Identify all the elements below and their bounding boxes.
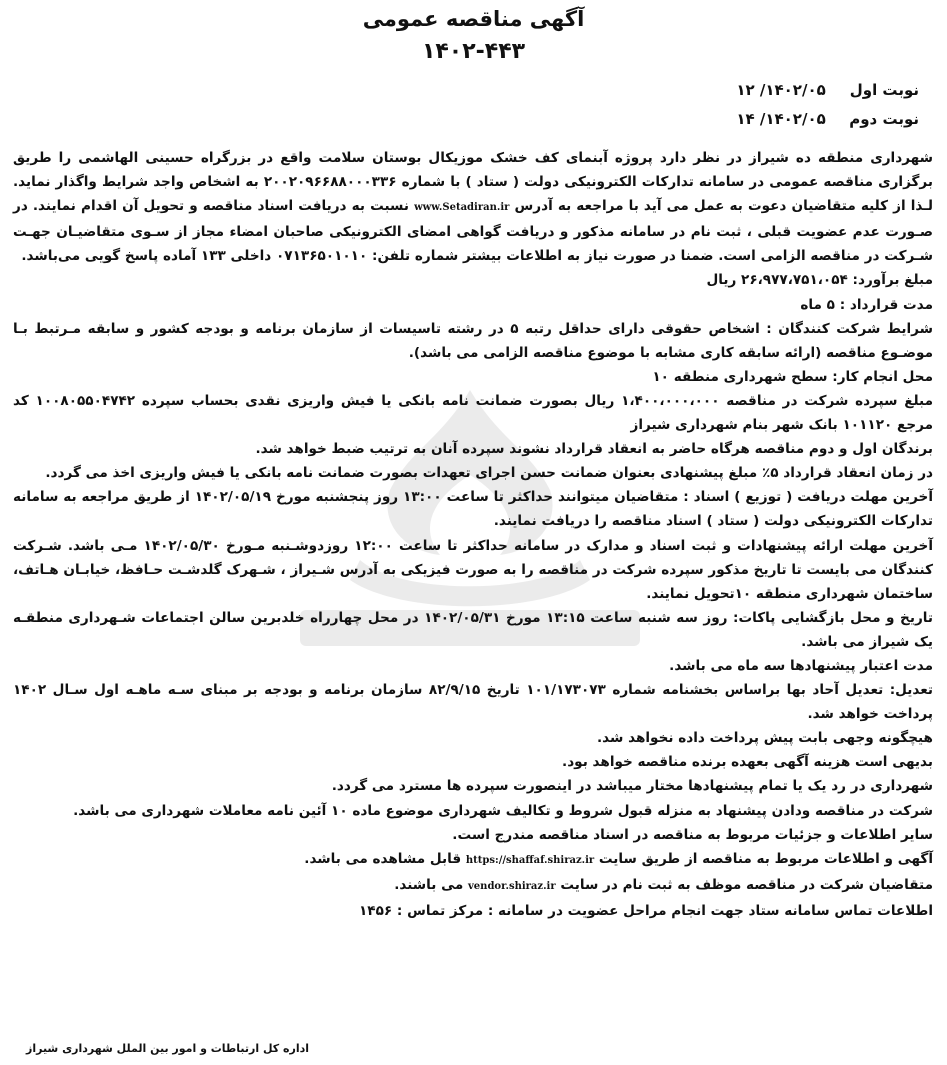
- prepayment-line: هیچگونه وجهی بابت پیش پرداخت داده نخواهد شد.: [597, 730, 933, 747]
- second-round-date: ۱۴۰۲/۰۵/ ۱۴: [736, 110, 826, 128]
- vendor-url: vendor.shiraz.ir: [468, 880, 556, 892]
- notice-body: [13, 146, 933, 923]
- winners-line: برندگان اول و دوم مناقصه هرگاه حاضر به انعقاد قرارداد نشوند سپرده آنان به ترتیب ضبط خواهد شد.: [255, 441, 933, 458]
- acceptance-line: شرکت در مناقصه ودادن پیشنهاد به منزله قبول شروط و تکالیف شهرداری موضوع ماده ۱۰ آئین نامه معاملات شهرداری می باشد.: [73, 802, 933, 819]
- estimate-line: مبلغ برآورد: ۲۶،۹۷۷،۷۵۱،۰۵۴ ریال: [706, 272, 933, 289]
- intro-continued: نسبت به دریافت اسناد مناقصه و تحویل آن اقدام نمایند. در صـورت عدم عضویت قبلی ، ثبت نام در سامانه مذکور و دریافت گواهی امضای الکترونیکی صاحبان امضاء مجاز از سـوی متقاضیـان جهـت شـرکت در مناقصه الزامی است. ضمنا در صورت نیاز به اطلاعات بیشتر شماره تلفن: ۰۷۱۳۶۵۰۱۰۱۰ داخلی ۱۳۳ آماده پاسخ گویی می‌باشد.: [13, 198, 933, 265]
- shaffaf-line: [13, 847, 933, 873]
- ad-cost-line: بدیهی است هزینه آگهی بعهده برنده مناقصه خواهد بود.: [562, 754, 933, 771]
- deposit-paragraph: مبلغ سپرده شرکت در مناقصه ۱،۴۰۰،۰۰۰،۰۰۰ ریال بصورت ضمانت نامه بانکی یا فیش واریزی نقدی بحساب سپرده ۱۰۰۸۰۵۵۰۴۷۴۲ کد مرجع ۱۰۱۱۲۰ بانک شهر بنام شهرداری شیراز: [13, 392, 933, 434]
- notice-number: ۱۴۰۲-۴۴۳: [421, 39, 526, 64]
- setad-url: www.Setadiran.ir: [414, 202, 510, 214]
- second-round: [736, 108, 919, 130]
- vendor-pre: متقاضیان شرکت در مناقصه موظف به ثبت نام در سایت: [560, 876, 933, 893]
- location-line: محل انجام کار: سطح شهرداری منطقه ۱۰: [652, 368, 933, 385]
- intro-paragraph: [13, 146, 933, 268]
- contact-line: اطلاعات تماس سامانه ستاد جهت انجام مراحل عضویت در سامانه : مرکز تماس : ۱۴۵۶: [359, 902, 933, 919]
- opening-paragraph: تاریخ و محل بازگشایی پاکات: روز سه شنبه ساعت ۱۳:۱۵ مورخ ۱۴۰۲/۰۵/۳۱ در محل چهارراه خلدبرین سالن اجتماعات شـهرداری منطقـه یک شیراز می باشد.: [13, 609, 933, 650]
- issuer-footer: اداره کل ارتباطات و امور بین الملل شهرداری شیراز: [26, 1042, 310, 1055]
- first-round-date: ۱۴۰۲/۰۵/ ۱۲: [736, 81, 826, 99]
- shaffaf-post: قابل مشاهده می باشد.: [304, 850, 462, 867]
- shaffaf-url: https://shaffaf.shiraz.ir: [465, 854, 595, 866]
- adjustment-paragraph: تعدیل: تعدیل آحاد بها براساس بخشنامه شماره ۱۰۱/۱۷۳۰۷۳ تاریخ ۸۲/۹/۱۵ سازمان برنامه و بودجه بر مبنای سـه ماهـه اول سـال ۱۴۰۲ پرداخت خواهد شد.: [13, 682, 933, 723]
- notice-title: آگهی مناقصه عمومی: [362, 7, 585, 31]
- second-round-label: نوبت دوم: [849, 110, 919, 128]
- validity-line: مدت اعتبار پیشنهادها سه ماه می باشد.: [669, 657, 933, 674]
- shaffaf-pre: آگهی و اطلاعات مربوط به مناقصه از طریق سایت: [598, 850, 933, 867]
- first-round: [736, 79, 919, 101]
- vendor-line: [13, 873, 933, 899]
- other-info-line: سایر اطلاعات و جزئیات مربوط به مناقصه در اسناد مناقصه مندرج است.: [452, 826, 933, 843]
- first-round-label: نوبت اول: [849, 81, 919, 99]
- vendor-post: می باشند.: [394, 876, 464, 893]
- guarantee-line: در زمان انعقاد قرارداد ۵٪ مبلغ پیشنهادی بعنوان ضمانت حسن اجرای تعهدات بصورت ضمانت نامه بانکی یا فیش واریزی اخذ می گردد.: [45, 465, 933, 482]
- duration-line: مدت قرارداد : ۵ ماه: [800, 296, 933, 313]
- intro-text: شهرداری منطقه ده شیراز در نظر دارد پروژه آبنمای کف خشک موزیکال بوستان سلامت واقع در بزرگراه حسینی الهاشمی را طریق برگزاری مناقصه عمومی در سامانه تدارکات الکترونیکی دولت ( ستاد ) با شماره ۲۰۰۲۰۹۶۶۸۸۰۰۰۳۳۶ به اشخاص واجد شرایط واگذار نماید. لـذا از کلیه متقاضیان دعوت به عمل می آید با مراجعه به آدرس: [13, 150, 934, 215]
- conditions-paragraph: شرایط شرکت کنندگان : اشخاص حقوقی دارای حداقل رتبه ۵ در رشته تاسیسات از سازمان برنامه و بودجه کشور و سابقه مـرتبط بـا موضـوع مناقصه (ارائه سابقه کاری مشابه با موضوع مناقصه الزامی می باشد).: [13, 320, 933, 361]
- submit-deadline-paragraph: آخرین مهلت ارائه پیشنهادات و ثبت اسناد و مدارک در سامانه حداکثر تا ساعت ۱۲:۰۰ روزدوشـنبه مـورخ ۱۴۰۲/۰۵/۳۰ مـی باشد. شـرکت کنندگان می بایست تا تاریخ مذکور سپرده شرکت در مناقصه را به صورت فیزیکی به آدرس شـیراز ، شـهرک گلدشـت حـافظ، خیابـان هـاتف، ساختمان شهرداری منطقه ۱۰تحویل نمایند.: [13, 537, 933, 602]
- reject-line: شهرداری در رد یک یا تمام پیشنهادها مختار میباشد در اینصورت سپرده ها مسترد می گردد.: [331, 778, 933, 795]
- receive-deadline-paragraph: آخرین مهلت دریافت ( توزیع ) اسناد : متقاضیان میتوانند حداکثر تا ساعت ۱۳:۰۰ روز پنجشنبه مورخ ۱۴۰۲/۰۵/۱۹ از طریق مراجعه به سامانه تدارکات الکترونیکی دولت ( ستاد ) اسناد مناقصه را دریافت نمایند.: [13, 489, 934, 530]
